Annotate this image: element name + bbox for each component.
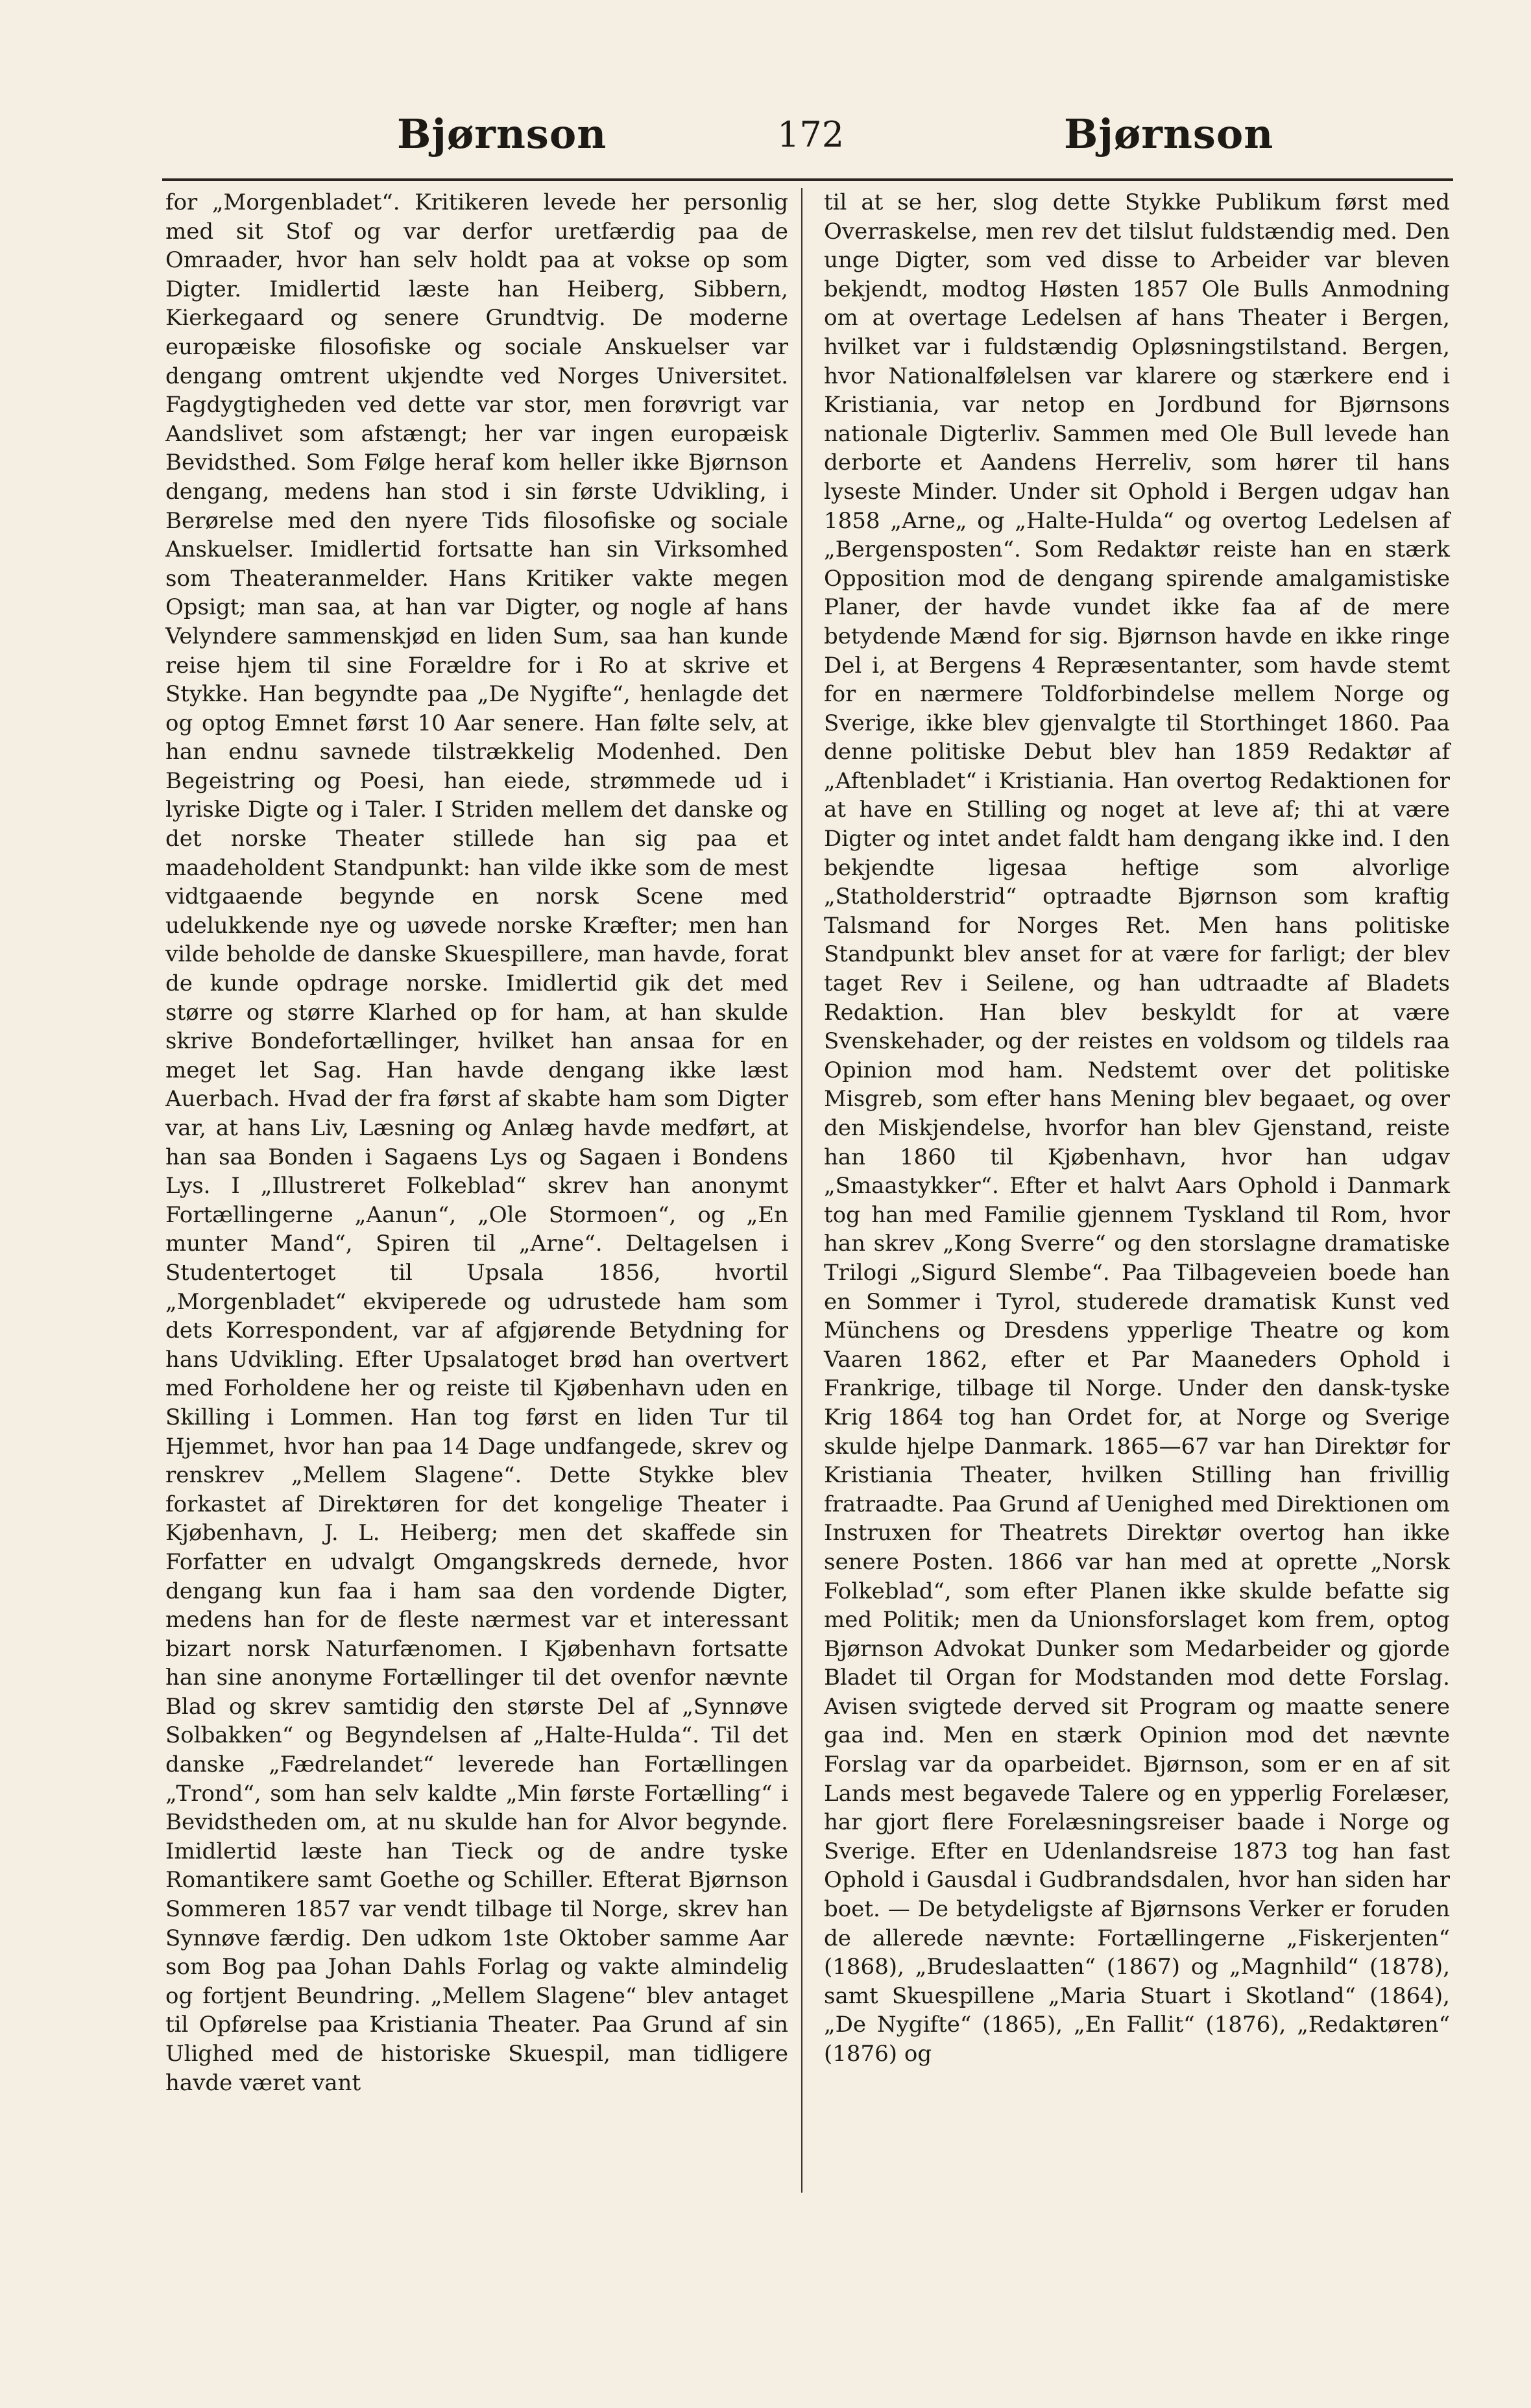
page-number: 172 (777, 114, 845, 155)
header-right-title: Bjørnson (1064, 110, 1274, 158)
right-column-text: til at se her, slog dette Stykke Publikum først med Overraskelse, men rev det tilslut fuldstændig med. Den unge Digter, som ved disse to Arbeider var bleven bekjendt, modtog Høsten 1857 Ole Bulls Anmodning om at overtage Ledelsen af hans Theater i Bergen, hvilket var i fuldstændig Opløsningstilstand. Bergen, hvor Nationalfølelsen var klarere og stærkere end i Kristiania, var netop en Jordbund for Bjørnsons nationale Digterliv. Sammen med Ole Bull levede han derborte et Aandens Herreliv, som hører til hans lyseste Minder. Under sit Ophold i Bergen udgav han 1858 „Arne„ og „Halte-Hulda“ og overtog Ledelsen af „Bergensposten“. Som Redaktør reiste han en stærk Opposition mod de dengang spirende amalgamistiske Planer, der havde vundet ikke faa af de mere betydende Mænd for sig. Bjørnson havde en ikke ringe Del i, at Bergens 4 Repræsentanter, som havde stemt for en nærmere Toldforbindelse mellem Norge og Sverige, ikke blev gjenvalgte til Storthinget 1860. Paa denne politiske Debut blev han 1859 Redaktør af „Aftenbladet“ i Kristiania. Han overtog Redaktionen for at have en Stilling og noget at leve af; thi at være Digter og intet andet faldt ham dengang ikke ind. I den bekjendte ligesaa heftige som alvorlige „Statholderstrid“ optraadte Bjørnson som kraftig Talsmand for Norges Ret. Men hans politiske Standpunkt blev anset for at være for farligt; der blev taget Rev i Seilene, og han udtraadte af Bladets Redaktion. Han blev beskyldt for at være Svenskehader, og der reistes en voldsom og tildels raa Opinion mod ham. Nedstemt over det politiske Misgreb, som efter hans Mening blev begaaet, og over den Miskjendelse, hvorfor han blev Gjenstand, reiste han 1860 til Kjøbenhavn, hvor han udgav „Smaastykker“. Efter et halvt Aars Ophold i Danmark tog han med Familie gjennem Tyskland til Rom, hvor han skrev „Kong Sverre“ og den storslagne dramatiske Trilogi „Sigurd Slembe“. Paa Tilbageveien boede han en Sommer i Tyrol, studerede dramatisk Kunst ved Münchens og Dresdens ypperlige Theatre og kom Vaaren 1862, efter et Par Maaneders Ophold i Frankrige, tilbage til Norge. Under den dansk-tyske Krig 1864 tog han Ordet for, at Norge og Sverige skulde hjelpe Danmark. 1865—67 var han Direktør for Kristiania Theater, hvilken Stilling han frivillig fratraadte. Paa Grund af Uenighed med Direktionen om Instruxen for Theatrets Direktør overtog han ikke senere Posten. 1866 var han med at oprette „Norsk Folkeblad“, som efter Planen ikke skulde befatte sig med Politik; men da Unionsforslaget kom frem, optog Bjørnson Advokat Dunker som Medarbeider og gjorde Bladet til Organ for Modstanden mod dette Forslag. Avisen svigtede derved sit Program og maatte senere gaa ind. Men en stærk Opinion mod det nævnte Forslag var da oparbeidet. Bjørnson, som er en af sit Lands mest begavede Talere og en ypperlig Forelæser, har gjort flere Forelæsningsreiser baade i Norge og Sverige. Efter en Udenlandsreise 1873 tog han fast Ophold i Gausdal i Gudbrandsdalen, hvor han siden har boet. — De betydeligste af Bjørnsons Verker er foruden de allerede nævnte: Fortællingerne „Fiskerjenten“ (1868), „Brudeslaatten“ (1867) og „Magnhild“ (1878), samt Skuespillene „Maria Stuart i Skotland“ (1864), „De Nygifte“ (1865), „En Fallit“ (1876), „Redaktøren“ (1876) og (824, 189, 1450, 2067)
header-left-title: Bjørnson (397, 110, 607, 158)
left-column (165, 188, 788, 2097)
header-rule (162, 178, 1453, 181)
column-divider (801, 188, 802, 2193)
right-column (824, 188, 1450, 2069)
page-header (0, 110, 1531, 182)
left-column-text: for „Morgenbladet“. Kritikeren levede her personlig med sit Stof og var derfor uretfærdig paa de Omraader, hvor han selv holdt paa at vokse op som Digter. Imidlertid læste han Heiberg, Sibbern, Kierkegaard og senere Grundtvig. De moderne europæiske filosofiske og sociale Anskuelser var dengang omtrent ukjendte ved Norges Universitet. Fagdygtigheden ved dette var stor, men forøvrigt var Aandslivet som afstængt; her var ingen europæisk Bevidsthed. Som Følge heraf kom heller ikke Bjørnson dengang, medens han stod i sin første Udvikling, i Berørelse med den nyere Tids filosofiske og sociale Anskuelser. Imidlertid fortsatte han sin Virksomhed som Theateranmelder. Hans Kritiker vakte megen Opsigt; man saa, at han var Digter, og nogle af hans Velyndere sammenskjød en liden Sum, saa han kunde reise hjem til sine Forældre for i Ro at skrive et Stykke. Han begyndte paa „De Nygifte“, henlagde det og optog Emnet først 10 Aar senere. Han følte selv, at han endnu savnede tilstrækkelig Modenhed. Den Begeistring og Poesi, han eiede, strømmede ud i lyriske Digte og i Taler. I Striden mellem det danske og det norske Theater stillede han sig paa et maadeholdent Standpunkt: han vilde ikke som de mest vidtgaaende begynde en norsk Scene med udelukkende nye og uøvede norske Kræfter; men han vilde beholde de danske Skuespillere, man havde, forat de kunde opdrage norske. Imidlertid gik det med større og større Klarhed op for ham, at han skulde skrive Bondefortællinger, hvilket han ansaa for en meget let Sag. Han havde dengang ikke læst Auerbach. Hvad der fra først af skabte ham som Digter var, at hans Liv, Læsning og Anlæg havde medført, at han saa Bonden i Sagaens Lys og Sagaen i Bondens Lys. I „Illustreret Folkeblad“ skrev han anonymt Fortællingerne „Aanun“, „Ole Stormoen“, og „En munter Mand“, Spiren til „Arne“. Deltagelsen i Studentertoget til Upsala 1856, hvortil „Morgenbladet“ ekviperede og udrustede ham som dets Korrespondent, var af afgjørende Betydning for hans Udvikling. Efter Upsalatoget brød han overtvert med Forholdene her og reiste til Kjøbenhavn uden en Skilling i Lommen. Han tog først en liden Tur til Hjemmet, hvor han paa 14 Dage undfangede, skrev og renskrev „Mellem Slagene“. Dette Stykke blev forkastet af Direktøren for det kongelige Theater i Kjøbenhavn, J. L. Heiberg; men det skaffede sin Forfatter en udvalgt Omgangskreds dernede, hvor dengang kun faa i ham saa den vordende Digter, medens han for de fleste nærmest var et interessant bizart norsk Naturfænomen. I Kjøbenhavn fortsatte han sine anonyme Fortællinger til det ovenfor nævnte Blad og skrev samtidig den største Del af „Synnøve Solbakken“ og Begyndelsen af „Halte-Hulda“. Til det danske „Fædrelandet“ leverede han Fortællingen „Trond“, som han selv kaldte „Min første Fortælling“ i Bevidstheden om, at nu skulde han for Alvor begynde. Imidlertid læste han Tieck og de andre tyske Romantikere samt Goethe og Schiller. Efterat Bjørnson Sommeren 1857 var vendt tilbage til Norge, skrev han Synnøve færdig. Den udkom 1ste Oktober samme Aar som Bog paa Johan Dahls Forlag og vakte almindelig og fortjent Beundring. „Mellem Slagene“ blev antaget til Opførelse paa Kristiania Theater. Paa Grund af sin Ulighed med de historiske Skuespil, man tidligere havde været vant (165, 189, 788, 2096)
